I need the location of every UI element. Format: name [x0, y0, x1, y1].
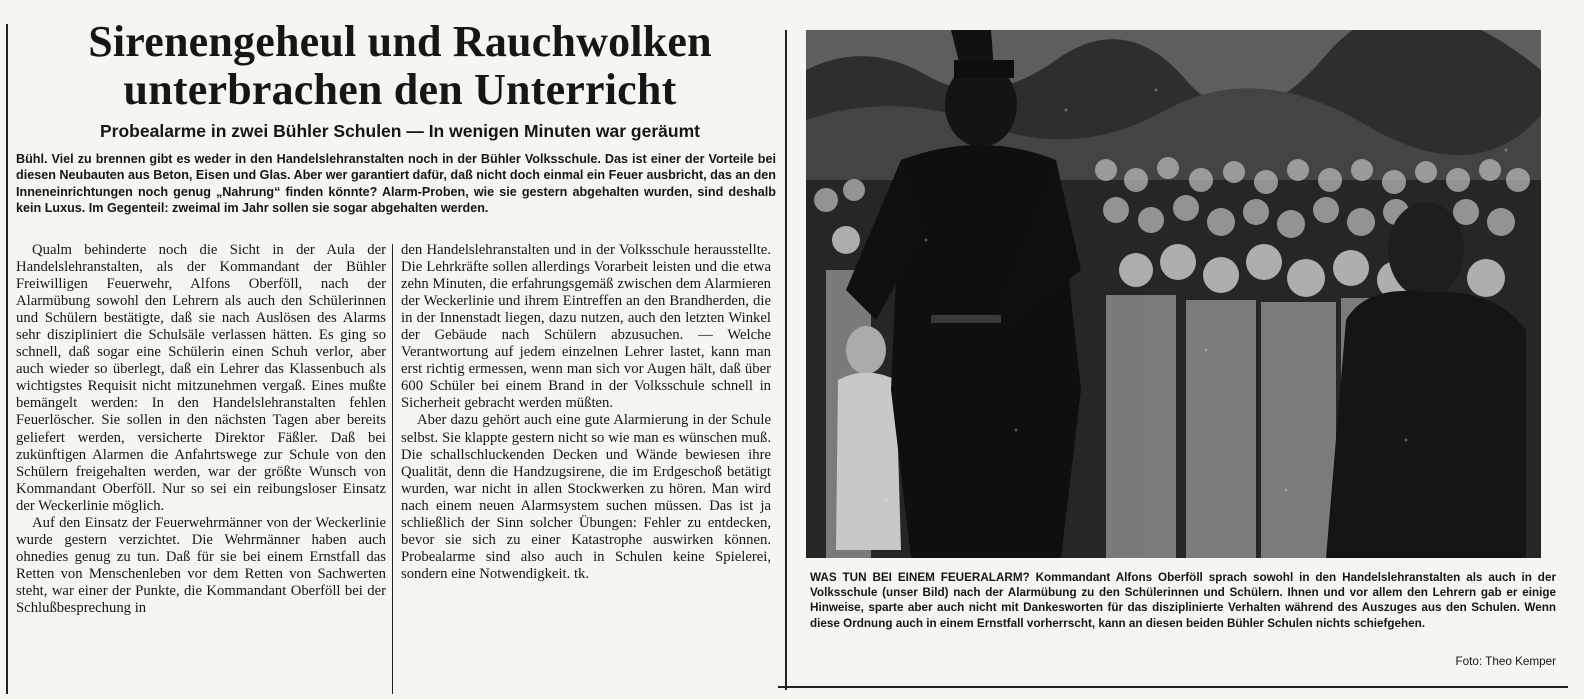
headline-line-1: Sirenengeheul und Rauchwolken [88, 17, 712, 66]
column-2-paragraph-1: den Handelslehranstalten und in der Volksschule herausstellte. Die Lehrkräfte sollen allerdings Vorarbeit leisten und die etwa zehn Minuten, die erfahrungsgemäß zwischen dem Alarmieren der Weckerlinie und ihrem Eintreffen an den Brandherden, die in der Innenstadt liegen, dazu nutzen, auch den letzten Winkel der Gebäude nach Schülern abzusuchen. — Welche Verantwortung auf jedem einzelnen Lehrer lastet, kann man erst richtig ermessen, wenn man sich vor Augen hält, daß über 600 Schüler bei einem Brand in der Volksschule schnell in Sicherheit gebracht werden müßten. [401, 242, 771, 412]
article-column-1 [16, 242, 386, 694]
article-column-2 [401, 242, 771, 583]
subheadline: Probealarme in zwei Bühler Schulen — In wenigen Minuten war geräumt [100, 121, 700, 141]
news-photo [806, 30, 1541, 558]
left-border-rule [6, 24, 8, 694]
column-divider [392, 244, 393, 694]
fire-commander-crowd-illustration [806, 30, 1541, 558]
photo-credit: Foto: Theo Kemper [1455, 655, 1556, 668]
photo-caption: WAS TUN BEI EINEM FEUERALARM? Kommandant Alfons Oberföll sprach sowohl in den Handelslehranstalten als auch in der Volksschule (unser Bild) nach der Alarmübung zu den Schülerinnen und Schülern. Ihnen und vor allem den Lehrern gab er einige Hinweise, sparte aber auch nicht mit Dankesworten für das disziplinierte Verhalten während des Auszuges aus den Schulen. Wenn diese Ordnung auch in einem Ernstfall vorherrscht, kann an diesen beiden Bühler Schulen nichts schiefgehen. [810, 571, 1556, 630]
article-photo-divider [785, 30, 787, 690]
column-1-paragraph-2: Auf den Einsatz der Feuerwehrmänner von der Weckerlinie wurde gestern verzichtet. Die Wehrmänner haben auch ohnedies genug zu tun. Daß für sie bei einem Ernstfall das Retten von Menschenleben vor dem Retten von Sachwerten steht, war einer der Punkte, die Kommandant Oberföll bei der Schlußbesprechung in [16, 514, 386, 616]
headline-line-2: unterbrachen den Unterricht [123, 65, 677, 114]
bottom-rule [778, 686, 1568, 688]
lead-paragraph: Bühl. Viel zu brennen gibt es weder in den Handelslehranstalten noch in der Bühler Volksschule. Das ist einer der Vorteile bei diesen Neubauten aus Beton, Eisen und Glas. Aber wer garantiert dafür, daß nicht doch einmal ein Feuer ausbricht, das an den Inneneinrichtungen noch genug „Nahrung“ finden könnte? Alarm-Proben, wie sie gestern abgehalten wurden, sind deshalb kein Luxus. Im Gegenteil: zweimal im Jahr sollen sie sogar abgehalten werden. [16, 152, 776, 216]
column-1-paragraph-1: Qualm behinderte noch die Sicht in der Aula der Handelslehranstalten, als der Kommandant der Bühler Freiwilligen Feuerwehr, Alfons Oberföll, nach der Alarmübung sowohl den Lehrern als auch den Schülerinnen und Schülern bestätigte, daß sie nach Auslösen des Alarms sehr diszipliniert die Schulsäle verlassen hätten. Es ging so schnell, daß sogar eine Schülerin einen Schuh verlor, aber auch wieder so überlegt, daß ein Lehrer das Klassenbuch als wichtigstes Requisit nicht mitzunehmen vergaß. Eines mußte bemängelt werden: In den Handelslehranstalten fehlen Feuerlöscher. Sie sollen in den nächsten Tagen aber bereits geliefert werden, versicherte Direktor Fäßler. Daß bei zukünftigen Alarmen die Anfahrtswege zur Schule von den Schülern freigehalten werden, war der größte Wunsch von Kommandant Oberföll. Nur so sei ein reibungsloser Einsatz der Weckerlinie möglich. [16, 242, 386, 514]
headline [20, 18, 780, 114]
column-2-paragraph-2: Aber dazu gehört auch eine gute Alarmierung in der Schule selbst. Sie klappte gestern nicht so wie man es wünschen muß. Die schallschluckenden Decken und Wände bewiesen ihre Qualität, denn die Handzugsirene, die im Erdgeschoß betätigt wurden, war nicht in allen Stockwerken zu hören. Man wird nach einem neuen Alarmsystem suchen müssen. Das ist ja schließlich der Sinn solcher Übungen: Fehler zu entdecken, bevor sie sich zu einer Katastrophe auswirken können. Probealarme sind also auch in Schulen keine Spielerei, sondern eine Notwendigkeit. tk. [401, 412, 771, 582]
